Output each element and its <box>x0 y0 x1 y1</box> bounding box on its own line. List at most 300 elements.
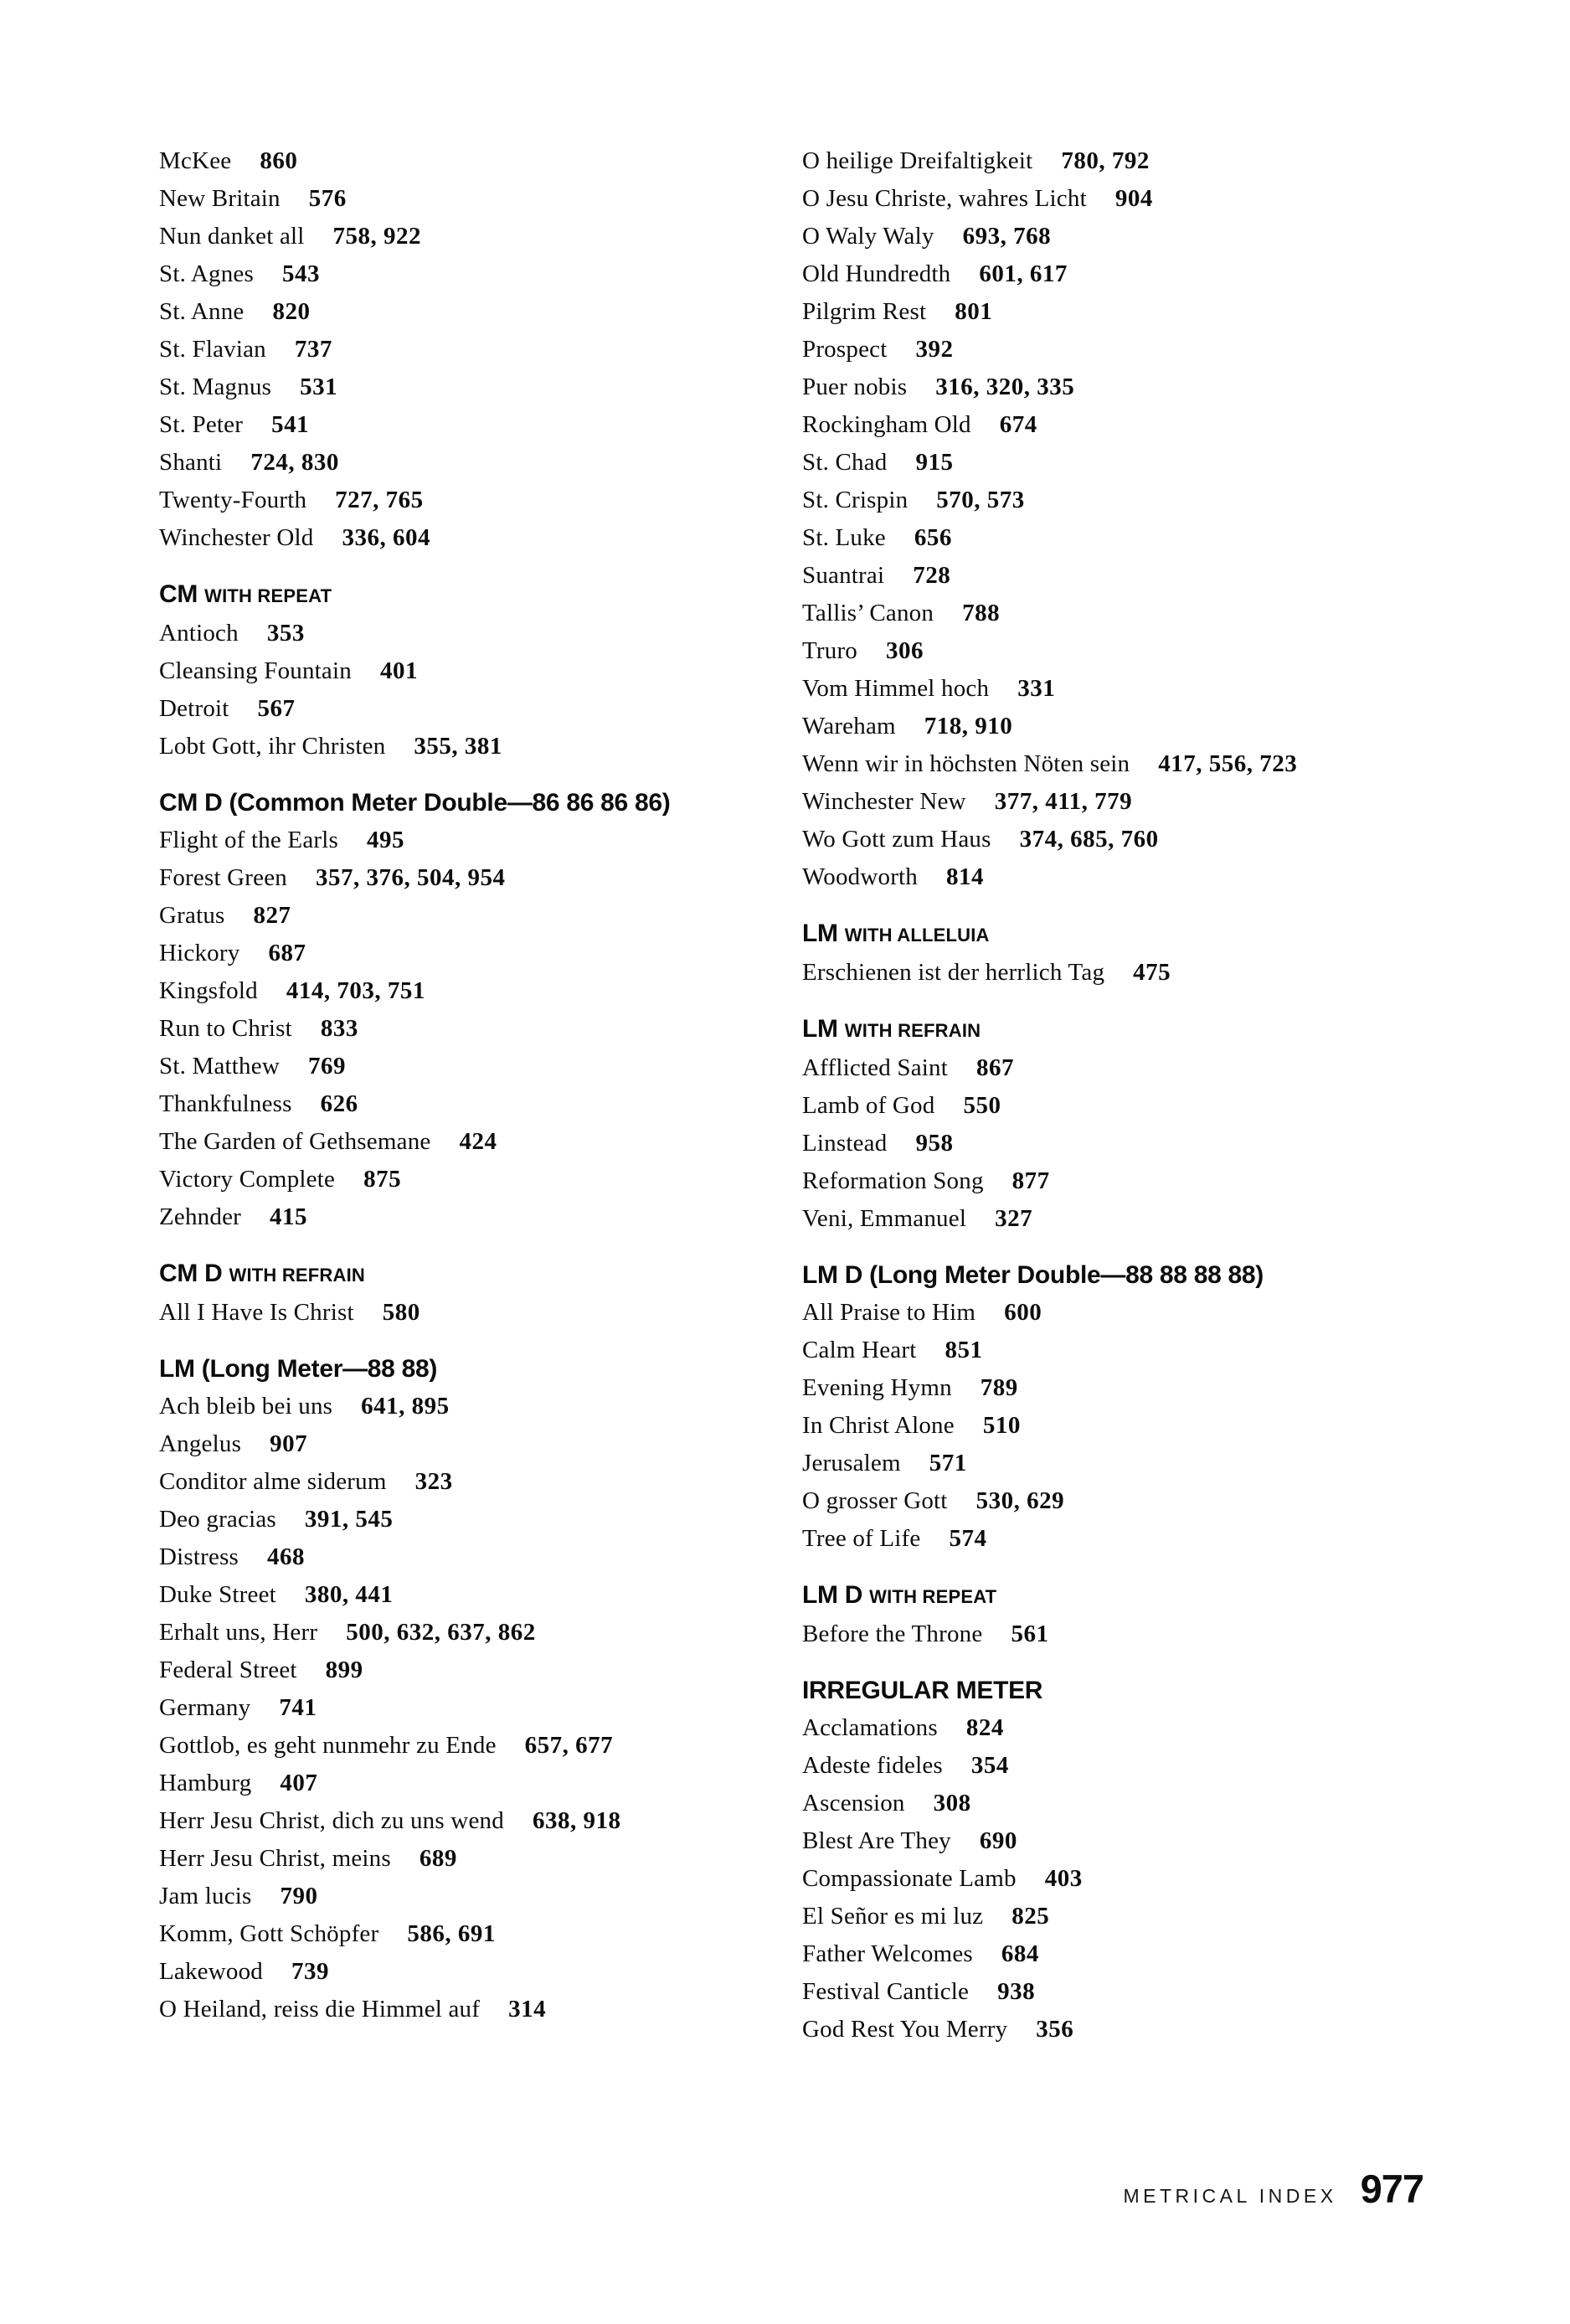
index-entry <box>802 632 1297 670</box>
tune-name: Pilgrim Rest <box>802 298 927 325</box>
index-entry <box>159 1198 670 1236</box>
page-numbers: 769 <box>307 1053 346 1080</box>
page-numbers: 327 <box>995 1205 1033 1232</box>
page-numbers: 323 <box>414 1468 453 1495</box>
page-numbers: 561 <box>1011 1621 1049 1647</box>
index-entry <box>159 1802 670 1840</box>
index-entry <box>159 368 670 406</box>
tune-name: Distress <box>159 1543 239 1570</box>
page-numbers: 789 <box>980 1374 1018 1401</box>
tune-name: St. Agnes <box>159 260 254 287</box>
page-numbers: 689 <box>419 1845 457 1872</box>
index-entry <box>802 1898 1297 1935</box>
tune-name: Winchester Old <box>159 524 314 551</box>
tune-name: Suantrai <box>802 562 885 589</box>
tune-name: Jerusalem <box>802 1450 901 1476</box>
tune-name: Run to Christ <box>159 1015 292 1042</box>
index-entry <box>802 406 1297 444</box>
index-entry <box>802 142 1297 180</box>
meter-code: CM D (Common Meter Double—86 86 86 86) <box>159 789 671 817</box>
index-entry <box>159 1538 670 1576</box>
tune-name: Twenty-Fourth <box>159 487 307 513</box>
page-numbers: 724, 830 <box>250 449 339 476</box>
page-numbers: 475 <box>1133 959 1171 986</box>
index-entry <box>802 218 1297 255</box>
meter-qualifier: WITH REFRAIN <box>229 1265 366 1286</box>
page-numbers: 825 <box>1011 1903 1050 1930</box>
tune-name: God Rest You Merry <box>802 2016 1008 2043</box>
page-numbers: 915 <box>915 449 954 476</box>
index-entry <box>802 1332 1297 1369</box>
index-entry <box>159 1915 670 1953</box>
page-numbers: 531 <box>300 374 338 400</box>
tune-name: Wo Gott zum Haus <box>802 826 991 853</box>
tune-name: The Garden of Gethsemane <box>159 1128 431 1155</box>
page-numbers: 403 <box>1044 1865 1083 1892</box>
tune-name: Reformation Song <box>802 1167 984 1194</box>
tune-name: Hamburg <box>159 1770 252 1796</box>
page-numbers: 308 <box>933 1790 971 1816</box>
page-numbers: 570, 573 <box>936 487 1025 513</box>
page-numbers: 788 <box>962 600 1001 626</box>
page-numbers: 827 <box>253 902 291 929</box>
index-entry <box>159 1161 670 1198</box>
section-heading <box>159 575 670 615</box>
index-entry <box>159 406 670 444</box>
index-entry <box>159 859 670 897</box>
index-entry <box>802 954 1297 992</box>
meter-section <box>159 575 670 765</box>
page-numbers: 790 <box>280 1883 318 1909</box>
page-numbers: 374, 685, 760 <box>1019 826 1159 853</box>
page-numbers: 601, 617 <box>979 260 1068 287</box>
page-numbers: 780, 792 <box>1061 147 1150 174</box>
tune-name: Puer nobis <box>802 374 908 400</box>
index-entry <box>802 1369 1297 1407</box>
meter-section <box>802 915 1297 992</box>
section-heading <box>159 1255 670 1294</box>
tune-name: El Señor es mi luz <box>802 1903 984 1930</box>
index-entry <box>802 293 1297 331</box>
page-numbers: 414, 703, 751 <box>286 977 425 1004</box>
tune-name: Truro <box>802 637 858 664</box>
index-entry <box>802 1935 1297 1973</box>
tune-name: Nun danket all <box>159 223 305 250</box>
index-entry <box>802 1125 1297 1162</box>
index-entry <box>159 180 670 218</box>
index-entry <box>802 1445 1297 1482</box>
page-numbers: 727, 765 <box>335 487 424 513</box>
index-entry <box>159 972 670 1010</box>
section-heading <box>802 1576 1297 1615</box>
index-entry <box>159 1576 670 1614</box>
index-entry <box>159 1085 670 1123</box>
meter-section <box>802 142 1297 896</box>
tune-name: Father Welcomes <box>802 1940 973 1967</box>
index-entry <box>802 821 1297 858</box>
tune-name: Acclamations <box>802 1714 938 1741</box>
index-entry <box>802 1615 1297 1653</box>
tune-name: Forest Green <box>159 864 287 891</box>
page-numbers: 638, 918 <box>532 1807 621 1834</box>
index-entry <box>802 180 1297 218</box>
index-entry <box>802 1709 1297 1747</box>
page-numbers: 626 <box>320 1090 358 1117</box>
page-numbers: 867 <box>976 1054 1015 1081</box>
page-numbers: 550 <box>963 1092 1001 1119</box>
tune-name: New Britain <box>159 185 281 212</box>
tune-name: Cleansing Fountain <box>159 657 352 684</box>
meter-qualifier: WITH REPEAT <box>204 585 332 606</box>
tune-name: Lakewood <box>159 1958 264 1985</box>
tune-name: O grosser Gott <box>802 1487 948 1514</box>
tune-name: Kingsfold <box>159 977 258 1004</box>
index-entry <box>802 1785 1297 1822</box>
tune-name: Jam lucis <box>159 1883 252 1909</box>
tune-name: Blest Are They <box>802 1827 951 1854</box>
index-entry <box>159 1463 670 1501</box>
tune-name: Ascension <box>802 1790 905 1816</box>
index-entry <box>159 1689 670 1727</box>
index-entry <box>802 331 1297 368</box>
index-entry <box>159 1765 670 1802</box>
index-entry <box>159 482 670 519</box>
index-entry <box>159 1878 670 1915</box>
tune-name: All I Have Is Christ <box>159 1299 354 1326</box>
index-entry <box>159 1388 670 1425</box>
meter-code: CM <box>159 580 198 608</box>
meter-qualifier: WITH REPEAT <box>869 1586 997 1607</box>
index-entry <box>159 1840 670 1878</box>
index-entry <box>159 1048 670 1085</box>
page-numbers: 690 <box>979 1827 1017 1854</box>
tune-name: Victory Complete <box>159 1166 336 1193</box>
page-numbers: 354 <box>970 1752 1009 1779</box>
page-numbers: 392 <box>915 336 954 363</box>
index-entry <box>159 1727 670 1765</box>
page-numbers: 693, 768 <box>962 223 1052 250</box>
tune-name: Federal Street <box>159 1657 297 1683</box>
tune-name: Gottlob, es geht nunmehr zu Ende <box>159 1732 497 1759</box>
page-numbers: 574 <box>949 1525 987 1552</box>
index-entry <box>159 1425 670 1463</box>
tune-name: Woodworth <box>802 863 919 890</box>
page-numbers: 814 <box>946 863 985 890</box>
meter-code: LM <box>802 920 838 947</box>
tune-name: Before the Throne <box>802 1621 983 1647</box>
tune-name: Shanti <box>159 449 223 476</box>
index-entry <box>802 670 1297 708</box>
tune-name: All Praise to Him <box>802 1299 976 1326</box>
tune-name: Calm Heart <box>802 1337 917 1363</box>
index-entry <box>159 1123 670 1161</box>
index-entry <box>159 728 670 765</box>
tune-name: St. Magnus <box>159 374 272 400</box>
index-entry <box>802 783 1297 821</box>
tune-name: Festival Canticle <box>802 1978 970 2005</box>
page-numbers: 417, 556, 723 <box>1158 750 1298 777</box>
tune-name: Lamb of God <box>802 1092 935 1119</box>
index-entry <box>802 858 1297 896</box>
tune-name: St. Chad <box>802 449 888 476</box>
tune-name: O Jesu Christe, wahres Licht <box>802 185 1087 212</box>
index-entry <box>159 1953 670 1991</box>
index-entry <box>802 1747 1297 1785</box>
tune-name: Gratus <box>159 902 225 929</box>
tune-name: Linstead <box>802 1130 888 1157</box>
meter-section <box>159 1350 670 2028</box>
tune-name: Winchester New <box>802 788 966 815</box>
page-numbers: 600 <box>1004 1299 1042 1326</box>
tune-name: Afflicted Saint <box>802 1054 949 1081</box>
meter-section <box>159 142 670 557</box>
tune-name: Herr Jesu Christ, meins <box>159 1845 391 1872</box>
tune-name: St. Peter <box>159 411 244 438</box>
meter-section <box>802 1672 1297 2048</box>
index-column-right <box>802 142 1297 2048</box>
meter-code: LM <box>802 1015 838 1043</box>
index-entry <box>159 897 670 935</box>
index-entry <box>802 1822 1297 1860</box>
page-numbers: 739 <box>291 1958 330 1985</box>
page-numbers: 401 <box>379 657 418 684</box>
page-numbers: 314 <box>508 1996 547 2023</box>
page-numbers: 355, 381 <box>414 733 502 760</box>
page-numbers: 824 <box>965 1714 1004 1741</box>
tune-name: Old Hundredth <box>802 260 951 287</box>
page-numbers: 391, 545 <box>304 1506 394 1533</box>
page-numbers: 316, 320, 335 <box>935 374 1075 400</box>
page-numbers: 567 <box>257 695 296 722</box>
index-entry <box>802 1200 1297 1238</box>
tune-name: Komm, Gott Schöpfer <box>159 1920 379 1947</box>
index-entry <box>159 1294 670 1332</box>
section-heading <box>802 1256 1297 1294</box>
page-numbers: 541 <box>271 411 310 438</box>
index-column-left <box>159 142 670 2028</box>
tune-name: Wenn wir in höchsten Nöten sein <box>802 750 1130 777</box>
page-numbers: 899 <box>325 1657 363 1683</box>
index-entry <box>159 519 670 557</box>
tune-name: Antioch <box>159 620 239 647</box>
page-numbers: 656 <box>914 524 952 551</box>
tune-name: Vom Himmel hoch <box>802 675 990 702</box>
tune-name: Thankfulness <box>159 1090 292 1117</box>
page-numbers: 331 <box>1017 675 1056 702</box>
page-numbers: 907 <box>270 1430 308 1457</box>
tune-name: O heilige Dreifaltigkeit <box>802 147 1033 174</box>
index-entry <box>159 218 670 255</box>
index-entry <box>802 1482 1297 1520</box>
tune-name: Lobt Gott, ihr Christen <box>159 733 386 760</box>
page-numbers: 801 <box>955 298 993 325</box>
page-numbers: 495 <box>367 827 405 853</box>
page-numbers: 306 <box>886 637 924 664</box>
index-entry <box>802 557 1297 595</box>
index-entry <box>802 595 1297 632</box>
tune-name: In Christ Alone <box>802 1412 955 1439</box>
tune-name: O Waly Waly <box>802 223 934 250</box>
tune-name: Rockingham Old <box>802 411 971 438</box>
index-entry <box>802 482 1297 519</box>
tune-name: Tree of Life <box>802 1525 921 1552</box>
page-numbers: 336, 604 <box>342 524 430 551</box>
tune-name: St. Flavian <box>159 336 266 363</box>
page-numbers: 543 <box>282 260 320 287</box>
meter-section <box>159 784 670 1236</box>
index-entry <box>802 1294 1297 1332</box>
index-entry <box>802 1087 1297 1125</box>
index-entry <box>159 935 670 972</box>
page-numbers: 833 <box>320 1015 358 1042</box>
tune-name: Flight of the Earls <box>159 827 339 853</box>
index-entry <box>159 1501 670 1538</box>
tune-name: Detroit <box>159 695 229 722</box>
meter-section <box>159 1255 670 1332</box>
tune-name: Adeste fideles <box>802 1752 943 1779</box>
index-entry <box>802 1520 1297 1558</box>
tune-name: Evening Hymn <box>802 1374 952 1401</box>
metrical-index-label: METRICAL INDEX <box>1123 2185 1337 2207</box>
page-numbers: 377, 411, 779 <box>994 788 1133 815</box>
page-numbers: 353 <box>266 620 305 647</box>
index-entry <box>802 444 1297 482</box>
index-entry <box>159 1991 670 2028</box>
index-entry <box>159 331 670 368</box>
page-numbers: 586, 691 <box>407 1920 496 1947</box>
page-numbers: 958 <box>915 1130 954 1157</box>
index-entry <box>159 255 670 293</box>
tune-name: Duke Street <box>159 1581 276 1608</box>
section-heading <box>802 1672 1297 1709</box>
index-entry <box>159 293 670 331</box>
tune-name: Compassionate Lamb <box>802 1865 1017 1892</box>
section-heading <box>159 784 670 822</box>
page-numbers: 357, 376, 504, 954 <box>316 864 506 891</box>
tune-name: Hickory <box>159 940 240 966</box>
index-entry <box>802 1973 1297 2011</box>
tune-name: O Heiland, reiss die Himmel auf <box>159 1996 481 2023</box>
page-numbers: 424 <box>459 1128 497 1155</box>
index-entry <box>159 444 670 482</box>
page-numbers: 641, 895 <box>361 1393 450 1420</box>
section-heading <box>159 1350 670 1388</box>
index-entry <box>802 1407 1297 1445</box>
tune-name: Herr Jesu Christ, dich zu uns wend <box>159 1807 504 1834</box>
meter-code: CM D <box>159 1260 223 1287</box>
page-numbers: 860 <box>260 147 298 174</box>
tune-name: Erhalt uns, Herr <box>159 1619 318 1646</box>
index-entry <box>802 1162 1297 1200</box>
page-footer <box>1123 2166 1423 2212</box>
tune-name: Wareham <box>802 713 896 739</box>
meter-qualifier: WITH ALLELUIA <box>844 925 990 946</box>
index-entry <box>802 2011 1297 2048</box>
tune-name: Zehnder <box>159 1203 242 1230</box>
index-entry <box>802 519 1297 557</box>
index-entry <box>159 1010 670 1048</box>
tune-name: Veni, Emmanuel <box>802 1205 967 1232</box>
tune-name: Germany <box>159 1694 251 1721</box>
meter-code: IRREGULAR METER <box>802 1677 1043 1704</box>
page-numbers: 737 <box>294 336 332 363</box>
tune-name: Prospect <box>802 336 888 363</box>
tune-name: St. Matthew <box>159 1053 280 1080</box>
page-numbers: 356 <box>1036 2016 1074 2043</box>
tune-name: Conditor alme siderum <box>159 1468 387 1495</box>
page-numbers: 741 <box>279 1694 317 1721</box>
index-entry <box>802 368 1297 406</box>
meter-code: LM D <box>802 1581 863 1609</box>
page-numbers: 728 <box>913 562 951 589</box>
tune-name: St. Crispin <box>802 487 909 513</box>
index-entry <box>802 708 1297 745</box>
index-entry <box>159 690 670 728</box>
footer-page-number: 977 <box>1360 2167 1423 2211</box>
page-numbers: 415 <box>270 1203 308 1230</box>
tune-name: Ach bleib bei uns <box>159 1393 333 1420</box>
meter-qualifier: WITH REFRAIN <box>844 1020 981 1041</box>
index-entry <box>802 1049 1297 1087</box>
meter-section <box>802 1576 1297 1653</box>
page-numbers: 674 <box>999 411 1037 438</box>
tune-name: Tallis’ Canon <box>802 600 934 626</box>
page-numbers: 904 <box>1114 185 1153 212</box>
page-numbers: 687 <box>268 940 306 966</box>
page-numbers: 530, 629 <box>975 1487 1065 1514</box>
index-entry <box>159 652 670 690</box>
section-heading <box>802 1010 1297 1049</box>
page-numbers: 407 <box>280 1770 318 1796</box>
section-heading <box>802 915 1297 954</box>
page-numbers: 468 <box>267 1543 306 1570</box>
page-numbers: 684 <box>1001 1940 1039 1967</box>
index-entry <box>159 1614 670 1652</box>
page-numbers: 576 <box>308 185 347 212</box>
page-numbers: 380, 441 <box>304 1581 394 1608</box>
index-entry <box>159 1652 670 1689</box>
page-numbers: 657, 677 <box>524 1732 614 1759</box>
page-numbers: 758, 922 <box>332 223 422 250</box>
page-numbers: 820 <box>272 298 311 325</box>
page-numbers: 875 <box>363 1166 402 1193</box>
page-numbers: 571 <box>929 1450 967 1476</box>
tune-name: McKee <box>159 147 232 174</box>
page-numbers: 718, 910 <box>924 713 1013 739</box>
index-entry <box>802 1860 1297 1898</box>
page-numbers: 510 <box>982 1412 1021 1439</box>
page-numbers: 938 <box>997 1978 1036 2005</box>
index-entry <box>159 142 670 180</box>
meter-code: LM D (Long Meter Double—88 88 88 88) <box>802 1261 1264 1289</box>
meter-section <box>802 1010 1297 1238</box>
page-numbers: 580 <box>382 1299 420 1326</box>
tune-name: St. Luke <box>802 524 886 551</box>
index-entry <box>159 822 670 859</box>
page-numbers: 500, 632, 637, 862 <box>346 1619 536 1646</box>
meter-section <box>802 1256 1297 1558</box>
page-numbers: 851 <box>945 1337 983 1363</box>
page-numbers: 877 <box>1011 1167 1050 1194</box>
tune-name: St. Anne <box>159 298 245 325</box>
tune-name: Angelus <box>159 1430 242 1457</box>
tune-name: Erschienen ist der herrlich Tag <box>802 959 1105 986</box>
meter-code: LM (Long Meter—88 88) <box>159 1355 438 1383</box>
index-entry <box>802 255 1297 293</box>
index-entry <box>159 615 670 652</box>
tune-name: Deo gracias <box>159 1506 276 1533</box>
index-entry <box>802 745 1297 783</box>
